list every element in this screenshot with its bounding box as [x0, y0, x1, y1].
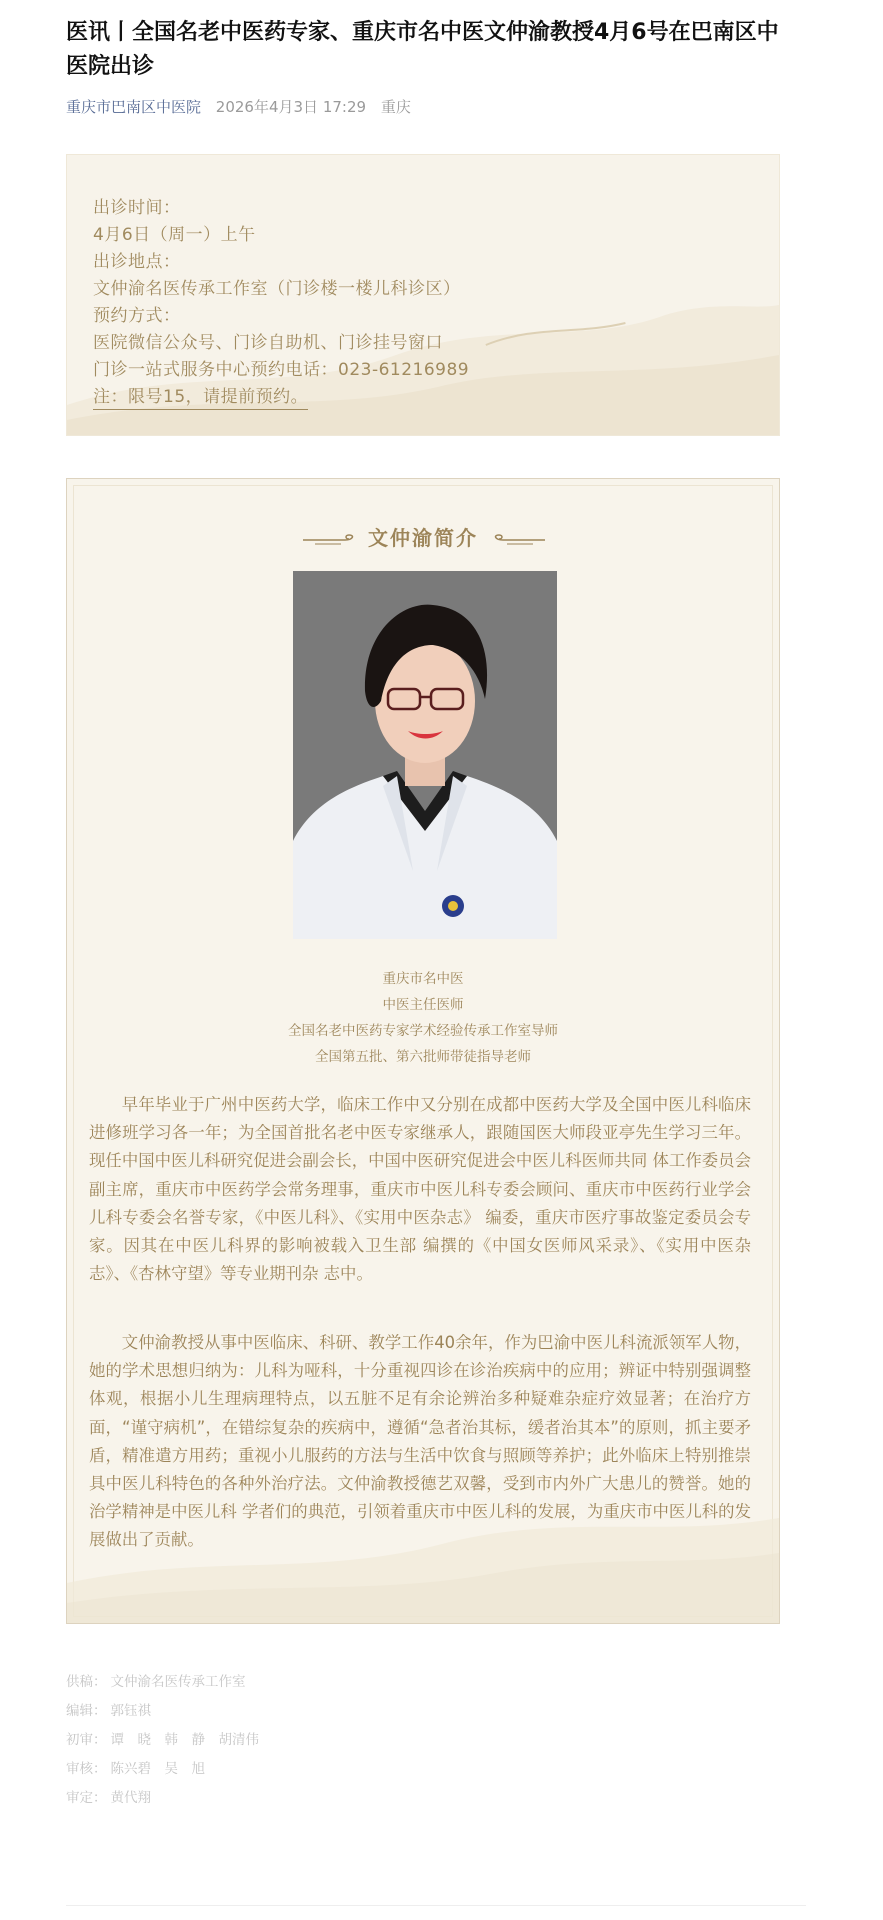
booking-label: 预约方式：: [93, 306, 181, 326]
landscape-decoration-bottom: [67, 1483, 779, 1623]
scroll-ornament-left-icon: [301, 533, 361, 547]
credit-first-review: 初审： 谭 晓 韩 静 胡清伟: [66, 1732, 259, 1748]
publish-location: 重庆: [380, 98, 411, 116]
clinic-info-box: [66, 154, 780, 436]
clinic-time-label: 出诊时间：: [93, 198, 181, 218]
clinic-place-label: 出诊地点：: [93, 252, 181, 272]
profile-heading: 文仲渝简介: [368, 526, 478, 550]
article-credits: [66, 1668, 263, 1813]
article-title: 医讯丨全国名老中医药专家、重庆市名中医文仲渝教授4月6号在巴南区中医院出诊: [66, 20, 779, 79]
credit-review: 审核： 陈兴碧 吴 旭: [66, 1761, 205, 1777]
doctor-portrait: [293, 571, 557, 939]
doctor-title-line: 中医主任医师: [382, 997, 464, 1013]
credit-editor: 编辑： 郭钰祺: [66, 1703, 151, 1719]
divider: [66, 1905, 806, 1906]
doctor-title-line: 全国第五批、第六批师带徒指导老师: [315, 1049, 531, 1065]
profile-heading-row: [67, 523, 779, 553]
doctor-titles: [67, 966, 779, 1070]
doctor-profile-card: [66, 478, 780, 1624]
article-meta: [66, 96, 411, 117]
bio-paragraph-1: 早年毕业于广州中医药大学，临床工作中又分别在成都中医药大学及全国中医儿科临床进修班学习各一年；为全国首批名老中医专家继承人，跟随国医大师段亚亭先生学习三年。现任中国中医儿科研究促进会副会长，中国中医研究促进会中医儿科医师共同 体工作委员会副主席，重庆市中医药学会常务理事，重庆市中医儿科专委会顾问、重庆市中医药行业学会儿科专委会名誉专家，《中医儿科》、《实用中医杂志》 编委，重庆市医疗事故鉴定委员会专家。因其在中医儿科界的影响被载入卫生部 编撰的《中国女医师风采录》、《实用中医杂志》、《杏林守望》等专业期刊杂 志中。: [89, 1095, 751, 1284]
publish-date: 2026年4月3日 17:29: [215, 98, 367, 116]
booking-phone: 门诊一站式服务中心预约电话：023-61216989: [93, 360, 470, 380]
doctor-title-line: 全国名老中医药专家学术经验传承工作室导师: [288, 1023, 558, 1039]
doctor-title-line: 重庆市名中医: [382, 971, 464, 987]
booking-note: 注：限号15，请提前预约。: [93, 385, 308, 410]
scroll-ornament-right-icon: [487, 533, 547, 547]
booking-value: 医院微信公众号、门诊自助机、门诊挂号窗口: [93, 333, 443, 353]
clinic-place-value: 文仲渝名医传承工作室（门诊楼一楼儿科诊区）: [93, 279, 461, 299]
credit-final: 审定： 黄代翔: [66, 1790, 151, 1806]
credit-supply: 供稿： 文仲渝名医传承工作室: [66, 1674, 246, 1690]
clinic-time-value: 4月6日（周一）上午: [93, 225, 256, 245]
source-account-link[interactable]: 重庆市巴南区中医院: [66, 98, 202, 116]
bio-paragraph-2: 文仲渝教授从事中医临床、科研、教学工作40余年，作为巴渝中医儿科流派领军人物，她的学术思想归纳为：儿科为哑科，十分重视四诊在诊治疾病中的应用；辨证中特别强调整体观，根据小儿生理病理特点，以五脏不足有余论辨治多种疑难杂症疗效显著；在治疗方面，“谨守病机”，在错综复杂的疾病中，遵循“急者治其标，缓者治其本”的原则，抓主要矛盾，精准遣方用药；重视小儿服药的方法与生活中饮食与照顾等养护；此外临床上特别推崇具中医儿科特色的各种外治疗法。文仲渝教授德艺双馨，受到市内外广大患儿的赞誉。她的治学精神是中医儿科 学者们的典范，引领着重庆市中医儿科的发展，为重庆市中医儿科的发展做出了贡献。: [89, 1333, 751, 1550]
